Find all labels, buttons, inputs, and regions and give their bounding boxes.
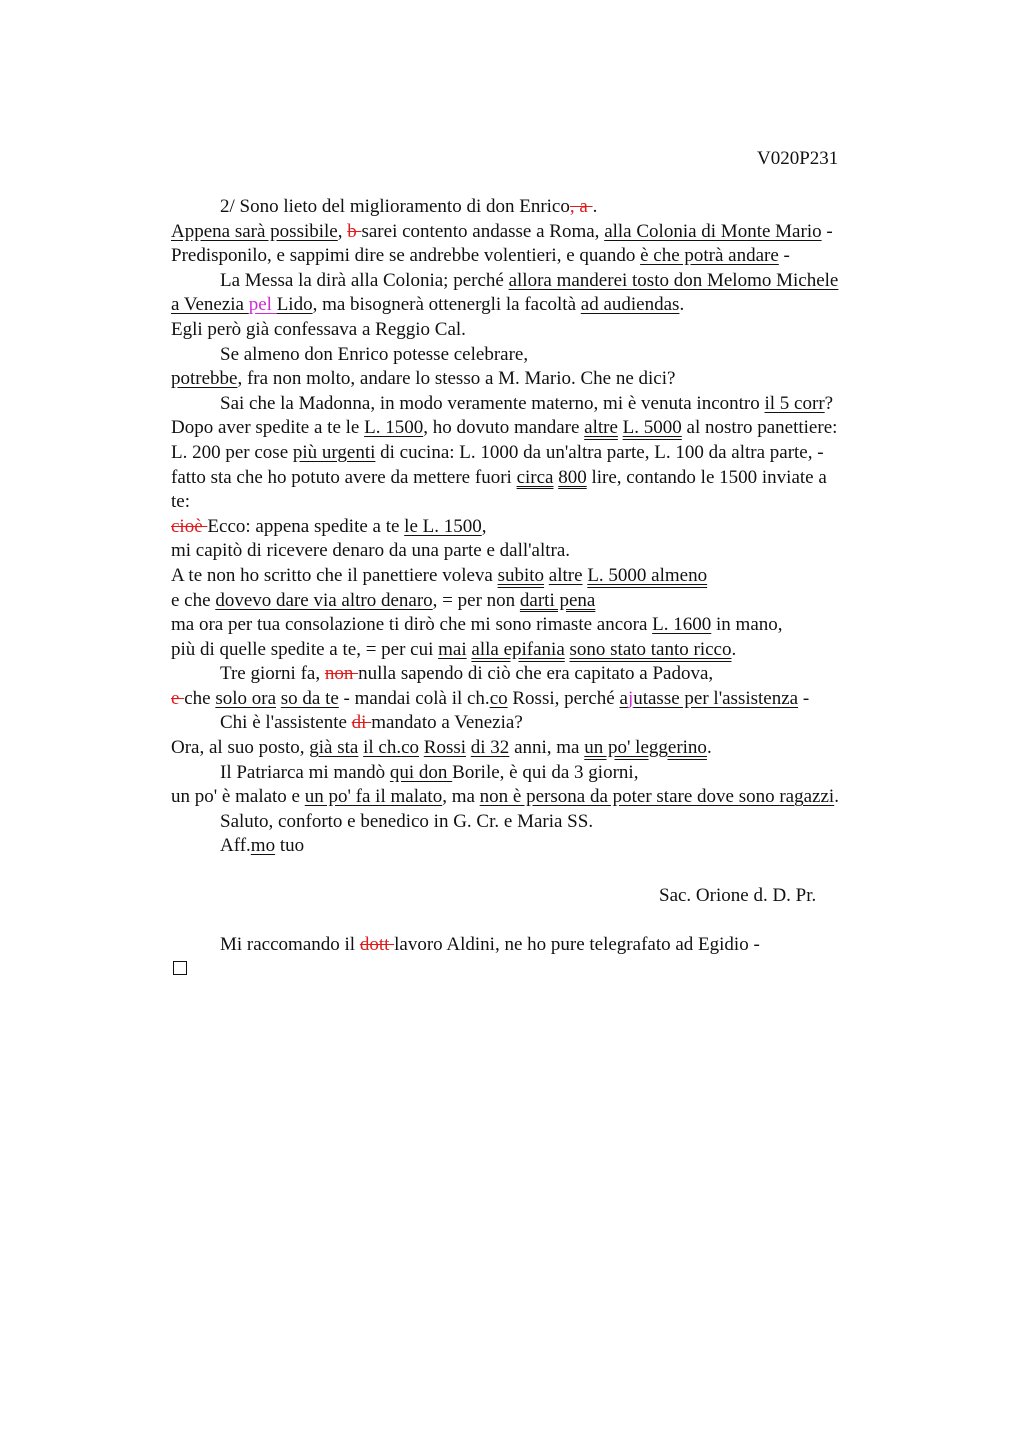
double-underlined-text: circa bbox=[516, 466, 554, 488]
text-run: Egli però già confessava a Reggio Cal. bbox=[171, 318, 466, 340]
text-run: Sac. Orione d. D. Pr. bbox=[659, 884, 817, 906]
text-line bbox=[171, 711, 911, 736]
text-run: sarei contento andasse a Roma, bbox=[361, 220, 605, 242]
double-underlined-text: 800 bbox=[558, 466, 587, 488]
underlined-text: le L. 1500 bbox=[404, 515, 482, 537]
text-run: , ma bisognerà ottenergli la facoltà bbox=[312, 294, 581, 316]
double-underlined-text: L. 5000 almeno bbox=[587, 564, 708, 586]
underlined-text: allora manderei tosto don Melomo Michele bbox=[508, 269, 839, 291]
text-line bbox=[171, 515, 911, 540]
inserted-underlined-text: pel bbox=[248, 294, 277, 316]
letter-body bbox=[171, 195, 911, 982]
text-line bbox=[171, 613, 911, 638]
signature-line bbox=[171, 884, 911, 909]
underlined-text: Lido bbox=[276, 294, 313, 316]
double-underlined-text: darti pena bbox=[519, 589, 596, 611]
text-run: Tre giorni fa, bbox=[220, 663, 325, 685]
text-run: al nostro panettiere: bbox=[681, 417, 838, 439]
text-run: . bbox=[706, 737, 712, 759]
text-line bbox=[171, 293, 911, 318]
text-line bbox=[171, 269, 911, 294]
text-run: , = per non bbox=[432, 589, 520, 611]
text-run: Sai che la Madonna, in modo veramente materno, mi è venuta incontro bbox=[220, 392, 765, 414]
text-run: La Messa la dirà alla Colonia; perché bbox=[220, 269, 509, 291]
deleted-text: di bbox=[351, 712, 372, 734]
double-underlined-text: altre bbox=[584, 417, 618, 439]
text-run: Saluto, conforto e benedico in G. Cr. e Maria SS. bbox=[220, 810, 594, 832]
text-line bbox=[171, 687, 911, 712]
text-line bbox=[171, 810, 911, 835]
blank-line bbox=[171, 908, 911, 933]
text-run: più di quelle spedite a te, = per cui bbox=[171, 638, 439, 660]
text-run: fatto sta che ho potuto avere da mettere fuori bbox=[171, 466, 517, 488]
underlined-text: il ch. bbox=[363, 737, 402, 759]
text-run: lavoro Aldini, ne ho pure telegrafato ad Egidio - bbox=[394, 933, 760, 955]
text-line bbox=[171, 466, 911, 491]
text-run: anni, ma bbox=[509, 737, 585, 759]
text-run: Rossi, perché bbox=[507, 687, 620, 709]
text-run: , fra non molto, andare lo stesso a M. Mario. Che ne dici? bbox=[237, 368, 676, 390]
page-id: V020P231 bbox=[757, 148, 839, 169]
text-run: 2/ Sono lieto del miglioramento di don Enrico bbox=[220, 196, 570, 217]
text-line bbox=[171, 761, 911, 786]
underlined-text: il 5 corr bbox=[764, 392, 825, 414]
underlined-text: a Venezia bbox=[171, 294, 249, 316]
text-run: un po' è malato e bbox=[171, 786, 305, 808]
underlined-text: a bbox=[619, 687, 628, 709]
text-run: Dopo aver spedite a te le bbox=[171, 417, 365, 439]
inserted-underlined-text: j bbox=[627, 687, 634, 709]
text-run: Aff. bbox=[220, 835, 251, 857]
underlined-text: ad audiendas bbox=[580, 294, 680, 316]
text-line bbox=[171, 244, 911, 269]
underlined-text: mai bbox=[438, 638, 467, 660]
text-line bbox=[171, 343, 911, 368]
text-line bbox=[171, 490, 911, 515]
text-run: Borile, è qui da 3 giorni, bbox=[452, 761, 639, 783]
text-run: lire, contando le 1500 inviate a bbox=[586, 466, 827, 488]
text-line bbox=[171, 834, 911, 859]
double-underlined-text: alla epifania bbox=[471, 638, 565, 660]
underlined-text: altre bbox=[548, 564, 583, 586]
text-run: di cucina: L. 1000 da un'altra parte, L. 100 da altra parte, - bbox=[375, 441, 824, 463]
text-run: - bbox=[821, 220, 833, 242]
text-line bbox=[171, 416, 911, 441]
underlined-text: più urgenti bbox=[292, 441, 376, 463]
underlined-text: un po' fa il malato bbox=[304, 786, 443, 808]
text-run: Se almeno don Enrico potesse celebrare, bbox=[220, 343, 529, 365]
underlined-text: potrebbe bbox=[171, 368, 238, 390]
text-line bbox=[171, 736, 911, 761]
checkbox-square-icon bbox=[173, 961, 187, 975]
end-mark bbox=[171, 957, 911, 982]
text-run: Ecco: appena spedite a te bbox=[207, 515, 405, 537]
deleted-text: cioè bbox=[171, 515, 208, 537]
text-run: , bbox=[337, 220, 348, 242]
underlined-text: L. 1600 bbox=[652, 614, 712, 636]
text-line bbox=[171, 589, 911, 614]
text-run: tuo bbox=[275, 835, 305, 857]
deleted-text: non bbox=[324, 663, 359, 685]
underlined-text: L. 1500 bbox=[364, 417, 424, 439]
deleted-text: dott bbox=[359, 933, 395, 955]
text-run: te: bbox=[171, 491, 190, 513]
double-underlined-text: un po' leggerino bbox=[584, 737, 707, 759]
text-run: in mano, bbox=[711, 614, 783, 636]
underlined-text: di 32 bbox=[470, 737, 510, 759]
text-run: Ora, al suo posto, bbox=[171, 737, 310, 759]
text-run: Mi raccomando il bbox=[220, 933, 360, 955]
text-run: nulla sapendo di ciò che era capitato a Padova, bbox=[358, 663, 714, 685]
text-run: L. 200 per cose bbox=[171, 441, 293, 463]
text-line bbox=[171, 367, 911, 392]
text-run: ma ora per tua consolazione ti dirò che mi sono rimaste ancora bbox=[171, 614, 653, 636]
blank-line bbox=[171, 859, 911, 884]
text-line bbox=[171, 318, 911, 343]
text-run: . bbox=[679, 294, 685, 316]
text-run: , bbox=[481, 515, 487, 537]
text-run: , ho dovuto mandare bbox=[423, 417, 585, 439]
text-line bbox=[171, 785, 911, 810]
text-run: Il Patriarca mi mandò bbox=[220, 761, 390, 783]
text-run: A te non ho scritto che il panettiere voleva bbox=[171, 564, 498, 586]
text-run: e che bbox=[171, 589, 216, 611]
text-run: - mandai colà il ch. bbox=[338, 687, 490, 709]
text-run: Chi è l'assistente bbox=[220, 712, 352, 734]
underlined-text: mo bbox=[250, 835, 276, 857]
text-line bbox=[171, 195, 911, 220]
underlined-text: già sta bbox=[309, 737, 359, 759]
text-run: Predisponilo, e sappimi dire se andrebbe volentieri, e quando bbox=[171, 245, 641, 267]
text-run: - bbox=[778, 245, 790, 267]
underlined-text: co bbox=[401, 737, 420, 759]
text-run: . bbox=[731, 638, 737, 660]
underlined-text: è che potrà andare bbox=[640, 245, 779, 267]
double-underlined-text: sono stato tanto ricco bbox=[569, 638, 732, 660]
underlined-text: Appena sarà possibile bbox=[171, 220, 338, 242]
text-run: , ma bbox=[442, 786, 480, 808]
text-line bbox=[171, 662, 911, 687]
text-run: mi capitò di ricevere denaro da una parte e dall'altra. bbox=[171, 540, 571, 562]
underlined-text: qui don bbox=[389, 761, 453, 783]
underlined-text: co bbox=[489, 687, 508, 709]
double-underlined-text: subito bbox=[497, 564, 545, 586]
text-line bbox=[171, 220, 911, 245]
underlined-text: non è persona da poter stare dove sono ragazzi bbox=[479, 786, 835, 808]
underlined-text: so da te bbox=[280, 687, 339, 709]
text-line bbox=[171, 392, 911, 417]
text-run: mandato a Venezia? bbox=[371, 712, 523, 734]
deleted-text: b bbox=[347, 220, 362, 242]
text-line bbox=[171, 441, 911, 466]
underlined-text: alla Colonia di Monte Mario bbox=[604, 220, 822, 242]
text-run: ? bbox=[824, 392, 834, 414]
text-line bbox=[171, 539, 911, 564]
text-run: . bbox=[834, 786, 839, 808]
text-line bbox=[171, 933, 911, 958]
deleted-text: , a bbox=[569, 196, 593, 217]
text-run: . bbox=[592, 196, 598, 217]
double-underlined-text: L. 5000 bbox=[622, 417, 682, 439]
text-line bbox=[171, 638, 911, 663]
text-run: - bbox=[798, 687, 810, 709]
deleted-text: e bbox=[171, 687, 185, 709]
underlined-text: utasse per l'assistenza bbox=[633, 687, 799, 709]
text-line bbox=[171, 564, 911, 589]
underlined-text: Rossi bbox=[423, 737, 467, 759]
underlined-text: dovevo dare via altro denaro bbox=[215, 589, 433, 611]
underlined-text: solo ora bbox=[215, 687, 276, 709]
text-run: che bbox=[184, 687, 216, 709]
